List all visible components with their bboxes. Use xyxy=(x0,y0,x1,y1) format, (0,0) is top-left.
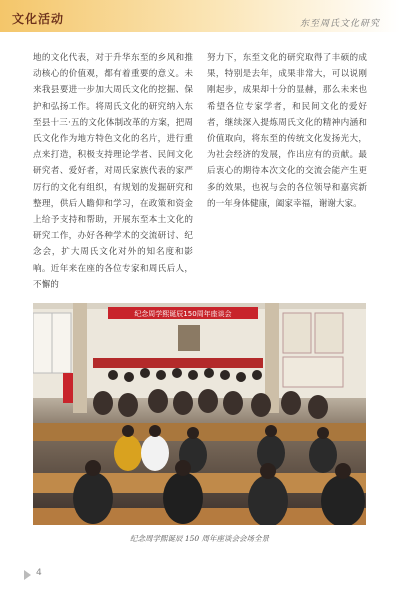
body-text-right-column: 努力下，东至文化的研究取得了丰硕的成果，特别是去年，成果非常大，可以说刚刚起步，成果却十分的显赫，那么未来也希望各位专家学者，和民间文化的爱好者，继续深入提炼周氏文化的精神内涵和价值取向，将东至的传统文化发扬光大，为社会经济的发展，作出应有的贡献。最后衷心的期待本次文化的交流会能产生更多的效果，也祝与会的各位领导和嘉宾新的一年身体健康，阖家幸福，谢谢大家。 xyxy=(207,53,367,209)
page-number: 4 xyxy=(36,568,42,578)
photo-banner-text: 纪念周学熙诞辰150周年座谈会 xyxy=(134,310,232,318)
photo-caption: 纪念周学熙诞辰 150 周年座谈会会场全景 xyxy=(129,534,270,543)
page-marker-icon xyxy=(24,570,31,580)
journal-title: 东至周氏文化研究 xyxy=(299,19,380,29)
section-tag: 文化活动 xyxy=(12,12,65,26)
meeting-photo xyxy=(33,303,366,525)
body-text-left-column: 地的文化代表，对于升华东至的乡风和推动核心的价值观，都有着重要的意义。未来我县要进一步加大周氏文化的挖掘、保护和弘扬工作。将周氏文化的研究纳入东至县十三·五的文化体制改革的方案，把周氏文化作为地方特色文化的名片，进行重点来打造，积极支持理论学者、民间文化研究者、爱好者，对周氏家族代表的家严厉行的文化有组织，有规划的发掘研究和整理，供后人瞻仰和学习，在政策和资金上给予支持和帮助，开展东至本土文化的研究工作，办好各种学术的交流研讨、纪念会，扩大周氏文化对外的知名度和影响。近年来在座的各位专家和周氏后人，不懈的 xyxy=(33,53,193,290)
